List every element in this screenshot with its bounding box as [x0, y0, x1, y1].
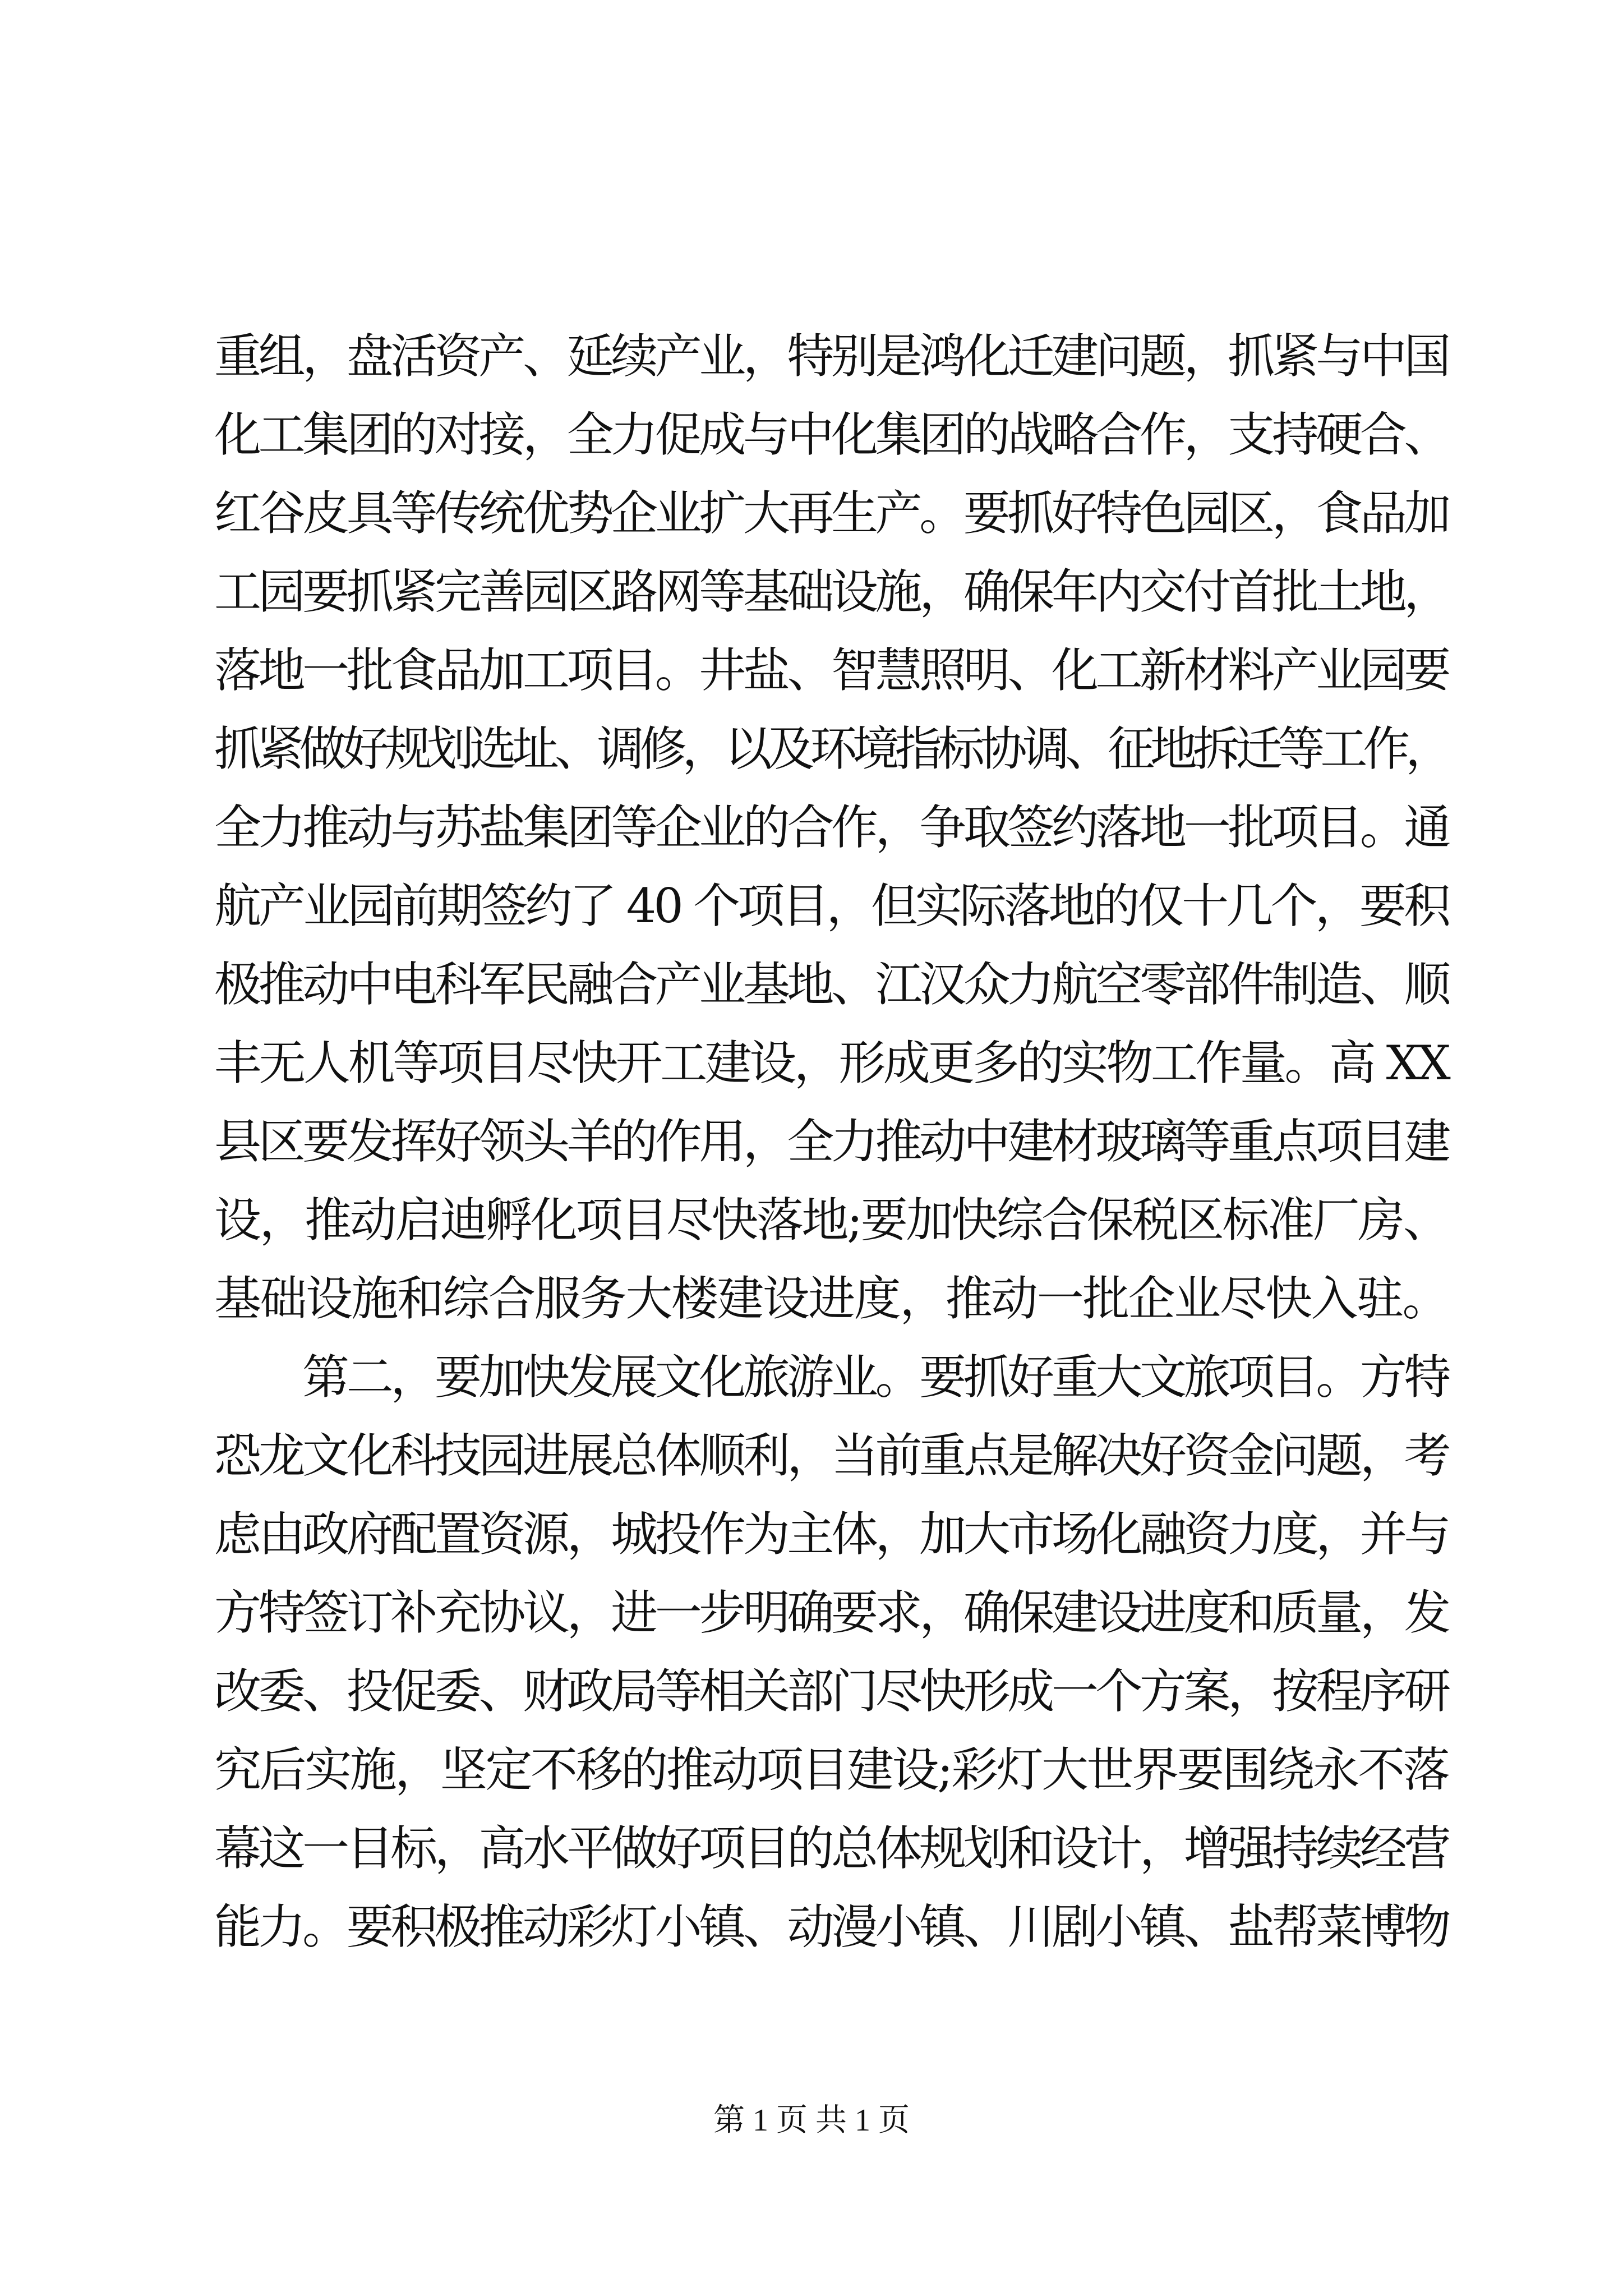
body-line: 化工集团的对接，全力促成与中化集团的战略合作，支持硬合、	[214, 407, 1449, 462]
body-line: 航产业园前期签约了 40 个项目，但实际落地的仅十几个，要积	[214, 878, 1449, 933]
body-line: 能力。要积极推动彩灯小镇、动漫小镇、川剧小镇、盐帮菜博物	[214, 1899, 1449, 1954]
body-line: 重组，盘活资产、延续产业，特别是鸿化迁建问题，抓紧与中国	[214, 329, 1449, 384]
body-line: 第二，要加快发展文化旅游业。要抓好重大文旅项目。方特	[214, 1350, 1449, 1405]
body-line: 全力推动与苏盐集团等企业的合作，争取签约落地一批项目。通	[214, 800, 1449, 855]
body-line: 基础设施和综合服务大楼建设进度，推动一批企业尽快入驻。	[214, 1271, 1449, 1326]
body-line: 究后实施，坚定不移的推动项目建设;彩灯大世界要围绕永不落	[214, 1742, 1449, 1797]
body-line: 设，推动启迪孵化项目尽快落地;要加快综合保税区标准厂房、	[214, 1193, 1449, 1248]
body-line: 抓紧做好规划选址、调修，以及环境指标协调、征地拆迁等工作，	[214, 721, 1449, 776]
body-line: 县区要发挥好领头羊的作用，全力推动中建材玻璃等重点项目建	[214, 1114, 1449, 1169]
body-line: 工园要抓紧完善园区路网等基础设施，确保年内交付首批土地，	[214, 564, 1449, 619]
body-line: 幕这一目标，高水平做好项目的总体规划和设计，增强持续经营	[214, 1821, 1449, 1876]
body-line: 丰无人机等项目尽快开工建设，形成更多的实物工作量。高 XX	[214, 1036, 1449, 1091]
body-line: 恐龙文化科技园进展总体顺利，当前重点是解决好资金问题，考	[214, 1428, 1449, 1483]
body-line: 虑由政府配置资源，城投作为主体，加大市场化融资力度，并与	[214, 1507, 1449, 1562]
body-line: 方特签订补充协议，进一步明确要求，确保建设进度和质量，发	[214, 1585, 1449, 1640]
body-line: 红谷皮具等传统优势企业扩大再生产。要抓好特色园区，食品加	[214, 486, 1449, 541]
page-number-footer: 第 1 页 共 1 页	[713, 2103, 910, 2138]
body-line: 极推动中电科军民融合产业基地、江汉众力航空零部件制造、顺	[214, 957, 1449, 1012]
body-line: 改委、投促委、财政局等相关部门尽快形成一个方案，按程序研	[214, 1664, 1449, 1719]
body-line: 落地一批食品加工项目。井盐、智慧照明、化工新材料产业园要	[214, 643, 1449, 698]
